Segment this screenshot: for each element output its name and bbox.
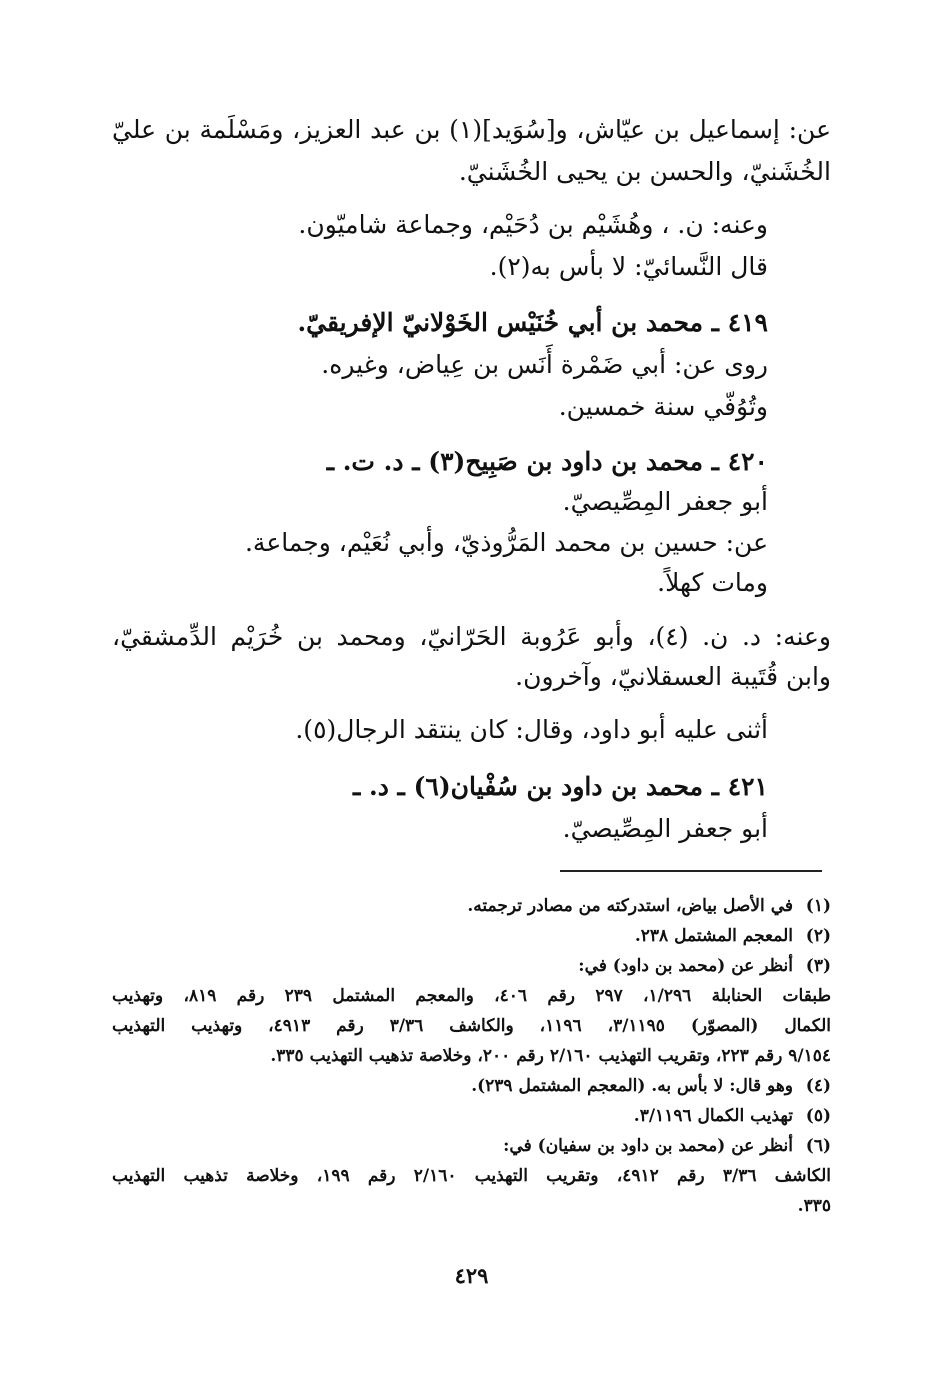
footnote-number: (٢) [805,926,831,946]
footnote-1 [467,893,831,919]
footnote-number: (٥) [805,1106,831,1126]
footnote-text: أنظر عن (محمد بن داود) في: [578,956,793,976]
footnote-4 [471,1073,831,1099]
body-line: ومات كهلاً. [657,568,768,597]
footnote-number: (٦) [805,1136,831,1156]
body-line: روى عن: أبي ضَمْرة أَنَس بن عِياض، وغيره. [321,350,768,379]
footnote-5 [634,1103,831,1129]
body-line: أبو جعفر المِصِّيصيّ. [562,814,768,843]
footnote-2 [635,923,831,949]
footnote-3-line: الكمال (المصوّر) ٣/١١٩٥، ١١٩٦، والكاشف ٣/٣٦ رقم ٤٩١٣، وتهذيب التهذيب [112,1016,831,1036]
footnote-number: (١) [805,896,831,916]
body-line: أبو جعفر المِصِّيصيّ. [562,487,768,516]
footnote-3 [578,953,831,979]
footnote-3-line: ٩/١٥٤ رقم ٢٢٣، وتقريب التهذيب ٢/١٦٠ رقم ٢٠٠، وخلاصة تذهيب التهذيب ٣٣٥. [270,1046,831,1066]
footnote-6 [503,1133,831,1159]
footnote-3-line: طبقات الحنابلة ١/٢٩٦، ٢٩٧ رقم ٤٠٦، والمعجم المشتمل ٢٣٩ رقم ٨١٩، وتهذيب [112,986,831,1006]
footnote-6-line: الكاشف ٣/٣٦ رقم ٤٩١٢، وتقريب التهذيب ٢/١٦٠ رقم ١٩٩، وخلاصة تذهيب التهذيب [112,1166,832,1186]
footnote-number: (٤) [805,1076,831,1096]
body-line: وابن قُتَيبة العسقلانيّ، وآخرون. [515,662,831,691]
body-line: عن: حسين بن محمد المَرُّوذيّ، وأبي نُعَيْم، وجماعة. [244,528,768,557]
footnote-text: في الأصل بياض، استدركته من مصادر ترجمته. [467,896,793,916]
footnote-6-line: ٣٣٥. [797,1196,831,1216]
footnote-text: أنظر عن (محمد بن داود بن سفيان) في: [503,1136,793,1156]
body-line: قال النَّسائيّ: لا بأس به(٢). [489,252,768,281]
body-line: وعنه: ن. ، وهُشَيْم بن دُحَيْم، وجماعة شاميّون. [298,210,768,239]
entry-heading-420: ٤٢٠ ـ محمد بن داود بن صَبِيح(٣) ـ د. ت. ـ [326,447,768,476]
body-line: الخُشَنيّ، والحسن بن يحيى الخُشَنيّ. [458,157,831,186]
entry-heading-419: ٤١٩ ـ محمد بن أبي خُنَيْس الخَوْلانيّ الإفريقيّ. [297,308,768,337]
footnote-number: (٣) [805,956,831,976]
footnote-text: تهذيب الكمال ٣/١١٩٦. [633,1106,793,1126]
body-line: وتُوُفّي سنة خمسين. [558,392,768,421]
body-line: أثنى عليه أبو داود، وقال: كان ينتقد الرجال(٥). [295,715,768,744]
page-number: ٤٢٩ [454,1263,489,1288]
body-line: عن: إسماعيل بن عيّاش، و[سُوَيد](١) بن عبد العزيز، ومَسْلَمة بن عليّ [112,115,831,144]
entry-heading-421: ٤٢١ ـ محمد بن داود بن سُفْيان(٦) ـ د. ـ [352,772,768,801]
body-line: وعنه: د. ن. (٤)، وأبو عَرُوبة الحَرّانيّ، ومحمد بن خُرَيْم الدِّمشقيّ، [112,622,832,651]
footnote-text: المعجم المشتمل ٢٣٨. [634,926,793,946]
footnote-text: وهو قال: لا بأس به. (المعجم المشتمل ٢٣٩). [471,1076,793,1096]
footnote-separator [560,870,822,872]
